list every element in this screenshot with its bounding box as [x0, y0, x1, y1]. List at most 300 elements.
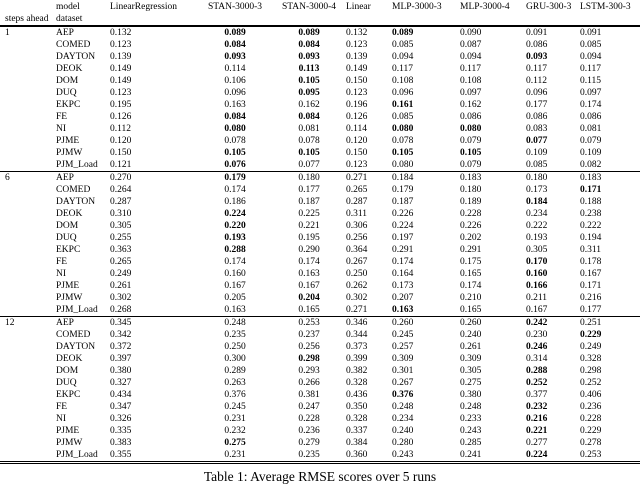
dataset-cell: NI [56, 124, 67, 134]
value-cell: 0.094 [580, 52, 602, 62]
dataset-cell: AEP [56, 317, 110, 330]
value-cell: 0.083 [526, 124, 548, 134]
value-cell: 0.221 [526, 426, 548, 436]
value-cell: 0.253 [272, 317, 346, 330]
steps-ahead-cell: 12 [0, 317, 56, 330]
value-cell: 0.328 [580, 354, 602, 364]
value-cell: 0.261 [460, 342, 482, 352]
value-cell: 0.363 [110, 245, 132, 255]
dataset-cell: DAYTON [56, 197, 96, 207]
value-cell: 0.106 [224, 76, 246, 86]
value-cell: 0.086 [526, 112, 548, 122]
table-row [0, 353, 640, 365]
dataset-cell: EKPC [56, 390, 81, 400]
value-cell: 0.163 [224, 305, 246, 315]
value-cell: 0.171 [580, 281, 602, 291]
value-cell: 0.120 [346, 136, 368, 146]
value-cell: 0.255 [110, 233, 132, 243]
dataset-cell: DAYTON [56, 342, 96, 352]
value-cell: 0.079 [460, 136, 482, 146]
value-cell: 0.328 [346, 378, 368, 388]
value-cell: 0.355 [110, 449, 198, 463]
dataset-cell: DOM [56, 221, 79, 231]
value-cell: 0.376 [224, 390, 246, 400]
value-cell: 0.079 [580, 136, 602, 146]
steps-ahead-cell [0, 280, 56, 292]
steps-ahead-cell [0, 413, 56, 425]
table-row [0, 280, 640, 292]
value-cell: 0.089 [392, 28, 414, 38]
value-cell: 0.406 [580, 390, 602, 400]
steps-ahead-cell [0, 304, 56, 317]
table-row [0, 172, 640, 185]
value-cell: 0.162 [298, 100, 320, 110]
table-row [0, 87, 640, 99]
dataset-cell: AEP [56, 172, 110, 185]
table-row [0, 220, 640, 232]
value-cell: 0.250 [346, 269, 368, 279]
value-cell: 0.268 [110, 305, 132, 315]
dataset-cell: DOM [56, 366, 79, 376]
value-cell: 0.117 [460, 64, 482, 74]
value-cell: 0.139 [110, 52, 132, 62]
value-cell: 0.302 [110, 293, 132, 303]
value-cell: 0.262 [346, 281, 368, 291]
column-header-stan-3000-3: STAN-3000-3 [207, 2, 263, 12]
value-cell: 0.163 [298, 269, 320, 279]
value-cell: 0.228 [460, 209, 482, 219]
steps-header-spacer [0, 1, 56, 13]
value-cell: 0.382 [346, 366, 368, 376]
value-cell: 0.222 [580, 221, 602, 231]
value-cell: 0.178 [580, 257, 602, 267]
value-cell: 0.280 [392, 438, 414, 448]
table-row [0, 244, 640, 256]
value-cell: 0.174 [224, 185, 246, 195]
value-cell: 0.327 [110, 378, 132, 388]
value-cell: 0.231 [198, 449, 272, 463]
value-cell: 0.194 [580, 233, 602, 243]
table-row [0, 147, 640, 159]
steps-ahead-cell [0, 292, 56, 304]
value-cell: 0.204 [298, 293, 320, 303]
steps-ahead-cell: 1 [5, 28, 10, 38]
value-cell: 0.224 [392, 221, 414, 231]
table-row [0, 135, 640, 147]
value-cell: 0.250 [224, 342, 246, 352]
value-cell: 0.180 [272, 172, 346, 185]
value-cell: 0.384 [346, 438, 368, 448]
value-cell: 0.380 [110, 366, 132, 376]
steps-ahead-cell [0, 377, 56, 389]
value-cell: 0.139 [346, 52, 368, 62]
value-cell: 0.226 [392, 209, 414, 219]
value-cell: 0.187 [392, 197, 414, 207]
value-cell: 0.126 [110, 112, 132, 122]
dataset-cell: DUQ [56, 233, 77, 243]
value-cell: 0.078 [392, 136, 414, 146]
value-cell: 0.233 [460, 414, 482, 424]
value-cell: 0.162 [460, 100, 482, 110]
value-cell: 0.177 [580, 305, 602, 315]
value-cell: 0.091 [580, 28, 602, 38]
table-row [0, 75, 640, 87]
dataset-cell: PJMW [56, 148, 83, 158]
value-cell: 0.202 [460, 233, 482, 243]
table-row [0, 292, 640, 304]
table-row [0, 268, 640, 280]
steps-ahead-cell [0, 75, 56, 87]
value-cell: 0.260 [460, 317, 526, 330]
value-cell: 0.267 [346, 257, 368, 267]
value-cell: 0.220 [224, 221, 246, 231]
dataset-cell: DEOK [56, 64, 83, 74]
value-cell: 0.174 [392, 257, 414, 267]
value-cell: 0.275 [224, 438, 246, 448]
table-row [0, 341, 640, 353]
value-cell: 0.326 [110, 414, 132, 424]
value-cell: 0.277 [526, 438, 548, 448]
value-cell: 0.114 [224, 64, 246, 74]
value-cell: 0.170 [526, 257, 548, 267]
value-cell: 0.337 [346, 426, 368, 436]
value-cell: 0.222 [526, 221, 548, 231]
value-cell: 0.328 [346, 414, 368, 424]
value-cell: 0.309 [392, 354, 414, 364]
value-cell: 0.112 [110, 124, 132, 134]
dataset-cell: COMED [56, 185, 91, 195]
steps-ahead-cell [0, 437, 56, 449]
table-row [0, 39, 640, 51]
dataset-cell: COMED [56, 330, 91, 340]
value-cell: 0.257 [392, 342, 414, 352]
value-cell: 0.117 [526, 64, 548, 74]
value-cell: 0.126 [346, 112, 368, 122]
value-cell: 0.249 [580, 342, 602, 352]
value-cell: 0.288 [224, 245, 246, 255]
table-header [0, 1, 640, 26]
value-cell: 0.167 [526, 305, 548, 315]
table-row [0, 365, 640, 377]
value-cell: 0.165 [460, 305, 482, 315]
header-spacer [110, 13, 640, 26]
value-cell: 0.195 [298, 233, 320, 243]
dataset-cell: PJMW [56, 438, 83, 448]
value-cell: 0.298 [298, 354, 320, 364]
value-cell: 0.188 [580, 197, 602, 207]
value-cell: 0.179 [392, 185, 414, 195]
value-cell: 0.085 [392, 112, 414, 122]
dataset-cell: PJMW [56, 293, 83, 303]
value-cell: 0.256 [346, 233, 368, 243]
value-cell: 0.314 [526, 354, 548, 364]
value-cell: 0.108 [460, 76, 482, 86]
value-cell: 0.089 [224, 28, 246, 38]
value-cell: 0.256 [298, 342, 320, 352]
value-cell: 0.175 [460, 257, 482, 267]
table-row [0, 63, 640, 75]
dataset-cell: PJM_Load [56, 449, 110, 463]
steps-ahead-cell [0, 256, 56, 268]
value-cell: 0.289 [224, 366, 246, 376]
value-cell: 0.377 [526, 390, 548, 400]
steps-ahead-cell [0, 159, 56, 172]
value-cell: 0.187 [298, 197, 320, 207]
value-cell: 0.311 [346, 209, 368, 219]
value-cell: 0.271 [346, 172, 392, 185]
value-cell: 0.344 [346, 330, 368, 340]
column-header-linearregression: LinearRegression [110, 2, 178, 12]
steps-ahead-cell [0, 449, 56, 463]
value-cell: 0.173 [526, 185, 548, 195]
value-cell: 0.093 [526, 52, 548, 62]
value-cell: 0.167 [298, 281, 320, 291]
value-cell: 0.364 [346, 245, 368, 255]
value-cell: 0.179 [198, 172, 272, 185]
value-cell: 0.216 [526, 414, 548, 424]
value-cell: 0.094 [460, 52, 482, 62]
value-cell: 0.210 [460, 293, 482, 303]
table-row [0, 26, 640, 39]
value-cell: 0.183 [580, 172, 640, 185]
value-cell: 0.150 [346, 148, 368, 158]
table-row [0, 389, 640, 401]
header-row-models [0, 1, 640, 13]
value-cell: 0.085 [392, 40, 414, 50]
table-row [0, 256, 640, 268]
table-row [0, 401, 640, 413]
value-cell: 0.094 [392, 52, 414, 62]
steps-ahead-cell [0, 232, 56, 244]
value-cell: 0.132 [110, 28, 132, 38]
table-row [0, 317, 640, 330]
value-cell: 0.229 [580, 426, 602, 436]
value-cell: 0.436 [346, 390, 368, 400]
value-cell: 0.080 [460, 124, 482, 134]
value-cell: 0.078 [224, 136, 246, 146]
value-cell: 0.084 [224, 112, 246, 122]
value-cell: 0.248 [198, 317, 272, 330]
value-cell: 0.248 [392, 402, 414, 412]
dataset-cell: AEP [56, 28, 74, 38]
value-cell: 0.081 [580, 124, 602, 134]
column-header-mlp-3000-3: MLP-3000-3 [392, 2, 442, 12]
value-cell: 0.096 [224, 88, 246, 98]
value-cell: 0.091 [526, 28, 548, 38]
value-cell: 0.183 [460, 172, 526, 185]
value-cell: 0.114 [346, 124, 368, 134]
value-cell: 0.164 [392, 269, 414, 279]
steps-ahead-cell [0, 244, 56, 256]
rmse-table [0, 1, 640, 464]
value-cell: 0.163 [392, 305, 414, 315]
value-cell: 0.195 [110, 100, 132, 110]
value-cell: 0.234 [526, 209, 548, 219]
steps-ahead-cell [0, 329, 56, 341]
table-row [0, 232, 640, 244]
value-cell: 0.306 [346, 221, 368, 231]
value-cell: 0.216 [580, 293, 602, 303]
dataset-cell: FE [56, 257, 68, 267]
value-cell: 0.173 [392, 281, 414, 291]
value-cell: 0.105 [460, 148, 482, 158]
dataset-cell: EKPC [56, 100, 81, 110]
steps-ahead-cell [0, 365, 56, 377]
value-cell: 0.174 [224, 257, 246, 267]
value-cell: 0.300 [224, 354, 246, 364]
value-cell: 0.335 [110, 426, 132, 436]
value-cell: 0.196 [346, 100, 368, 110]
steps-ahead-cell [0, 99, 56, 111]
value-cell: 0.235 [272, 449, 346, 463]
value-cell: 0.180 [460, 185, 482, 195]
value-cell: 0.132 [346, 28, 368, 38]
dataset-cell: PJME [56, 426, 80, 436]
value-cell: 0.261 [110, 281, 132, 291]
value-cell: 0.123 [346, 88, 368, 98]
value-cell: 0.089 [298, 28, 320, 38]
steps-ahead-cell [0, 147, 56, 159]
dataset-cell: DAYTON [56, 52, 96, 62]
steps-ahead-cell [0, 220, 56, 232]
value-cell: 0.096 [526, 88, 548, 98]
value-cell: 0.360 [346, 449, 392, 463]
value-cell: 0.231 [224, 414, 246, 424]
value-cell: 0.112 [526, 76, 548, 86]
table-row [0, 208, 640, 220]
value-cell: 0.149 [110, 64, 132, 74]
table-row [0, 51, 640, 63]
dataset-cell: EKPC [56, 245, 81, 255]
value-cell: 0.165 [298, 305, 320, 315]
value-cell: 0.275 [460, 378, 482, 388]
value-cell: 0.342 [110, 330, 132, 340]
value-cell: 0.161 [392, 100, 414, 110]
table-row [0, 99, 640, 111]
value-cell: 0.345 [110, 317, 198, 330]
value-cell: 0.082 [580, 160, 602, 170]
dataset-cell: PJM_Load [56, 160, 98, 170]
value-cell: 0.232 [224, 426, 246, 436]
value-cell: 0.291 [392, 245, 414, 255]
value-cell: 0.205 [224, 293, 246, 303]
steps-ahead-cell [0, 87, 56, 99]
value-cell: 0.309 [460, 354, 482, 364]
table-row [0, 184, 640, 196]
value-cell: 0.350 [346, 402, 368, 412]
column-header-lstm-300-3: LSTM-300-3 [580, 2, 631, 12]
steps-ahead-cell: 6 [0, 172, 56, 185]
value-cell: 0.287 [346, 197, 368, 207]
dataset-cell: PJME [56, 281, 80, 291]
steps-ahead-header: steps ahead [0, 13, 56, 26]
value-cell: 0.084 [224, 40, 246, 50]
value-cell: 0.251 [580, 317, 640, 330]
value-cell: 0.228 [298, 414, 320, 424]
value-cell: 0.113 [298, 64, 320, 74]
table-row [0, 111, 640, 123]
value-cell: 0.193 [526, 233, 548, 243]
value-cell: 0.163 [224, 100, 246, 110]
dataset-cell: FE [56, 112, 68, 122]
value-cell: 0.264 [110, 185, 132, 195]
value-cell: 0.081 [298, 124, 320, 134]
dataset-cell: COMED [56, 40, 91, 50]
value-cell: 0.167 [580, 269, 602, 279]
value-cell: 0.434 [110, 390, 132, 400]
value-cell: 0.224 [224, 209, 246, 219]
value-cell: 0.105 [298, 148, 320, 158]
value-cell: 0.117 [392, 64, 414, 74]
value-cell: 0.197 [392, 233, 414, 243]
value-cell: 0.373 [346, 342, 368, 352]
value-cell: 0.115 [580, 76, 602, 86]
value-cell: 0.079 [460, 160, 482, 170]
value-cell: 0.230 [526, 330, 548, 340]
value-cell: 0.235 [224, 330, 246, 340]
value-cell: 0.243 [460, 426, 482, 436]
value-cell: 0.240 [392, 426, 414, 436]
table-row [0, 449, 640, 463]
value-cell: 0.109 [526, 148, 548, 158]
value-cell: 0.166 [526, 281, 548, 291]
value-cell: 0.150 [346, 76, 368, 86]
dataset-cell: PJM_Load [56, 305, 98, 315]
value-cell: 0.171 [580, 185, 602, 195]
steps-ahead-cell [0, 135, 56, 147]
table-body [0, 26, 640, 463]
value-cell: 0.160 [224, 269, 246, 279]
value-cell: 0.271 [346, 305, 368, 315]
value-cell: 0.242 [526, 317, 580, 330]
table-caption: Table 1: Average RMSE scores over 5 runs [203, 469, 437, 484]
value-cell: 0.189 [460, 197, 482, 207]
value-cell: 0.380 [460, 390, 482, 400]
value-cell: 0.093 [298, 52, 320, 62]
value-cell: 0.263 [224, 378, 246, 388]
value-cell: 0.229 [580, 330, 602, 340]
value-cell: 0.245 [224, 402, 246, 412]
value-cell: 0.109 [580, 148, 602, 158]
value-cell: 0.086 [580, 112, 602, 122]
column-header-gru-300-3: GRU-300-3 [526, 2, 572, 12]
value-cell: 0.249 [110, 269, 132, 279]
value-cell: 0.193 [224, 233, 246, 243]
value-cell: 0.253 [580, 449, 640, 463]
value-cell: 0.310 [110, 209, 132, 219]
dataset-header-label: dataset [56, 13, 110, 26]
value-cell: 0.376 [392, 390, 414, 400]
value-cell: 0.180 [526, 172, 580, 185]
value-cell: 0.077 [298, 160, 320, 170]
value-cell: 0.149 [346, 64, 368, 74]
value-cell: 0.252 [526, 378, 548, 388]
value-cell: 0.372 [110, 342, 132, 352]
value-cell: 0.087 [460, 40, 482, 50]
value-cell: 0.238 [580, 209, 602, 219]
value-cell: 0.123 [346, 40, 368, 50]
value-cell: 0.232 [526, 402, 548, 412]
table-row [0, 196, 640, 208]
value-cell: 0.234 [392, 414, 414, 424]
steps-ahead-cell [0, 341, 56, 353]
steps-ahead-cell [0, 39, 56, 51]
table-row [0, 123, 640, 135]
value-cell: 0.084 [298, 112, 320, 122]
value-cell: 0.279 [298, 438, 320, 448]
value-cell: 0.301 [392, 366, 414, 376]
steps-ahead-cell [0, 111, 56, 123]
